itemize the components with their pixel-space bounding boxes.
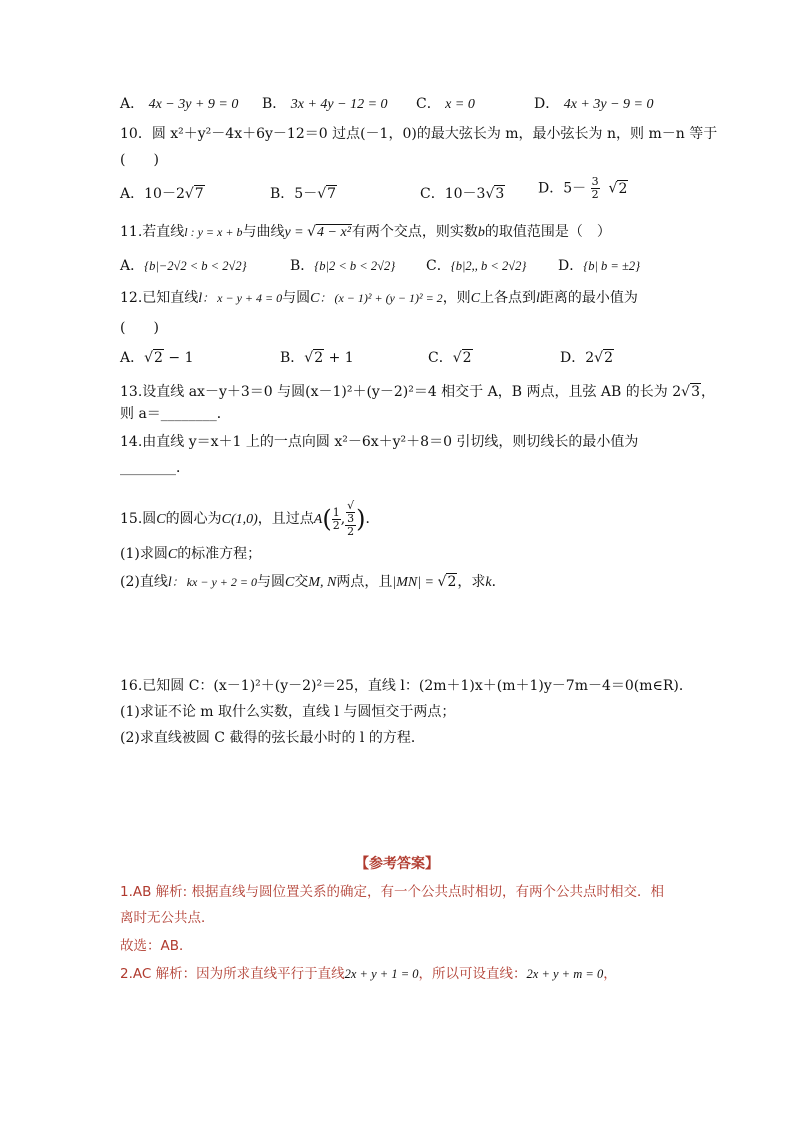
q15-stem: 15.圆C的圆心为C(1,0)，且过点A( $\frac{1}{2}$ , √ 3 2 )．: [120, 499, 380, 538]
q11-option-b: B．{b|2 < b < 2√2}: [290, 258, 396, 274]
answer-2-line1: 2.AC 解析：因为所求直线平行于直线2x + y + 1 = 0，所以可设直线：2x + y + m = 0，: [120, 966, 617, 982]
q13-line2: 则 a＝________．: [120, 406, 231, 422]
q11-option-a: A．{b|−2√2 < b < 2√2}: [120, 258, 247, 274]
q11-option-c: C．{b|2,, b < 2√2}: [426, 258, 527, 274]
q10-stem: 10．圆 x²＋y²－4x＋6y－12＝0 过点(－1，0)的最大弦长为 m，最小弦长为 n，则 m－n 等于: [120, 126, 718, 142]
q9-option-c: C． x = 0: [416, 96, 475, 112]
q11-option-d: D．{b| b = ±2}: [558, 258, 641, 274]
q12-stem: 12.已知直线l： x − y + 4 = 0与圆C： (x − 1)² + (y − 1)² = 2，则C上各点到l距离的最小值为: [120, 290, 638, 306]
q16-line3: (2)求直线被圆 C 截得的弦长最小时的 l 的方程．: [120, 730, 425, 746]
q9-option-b: B． 3x + 4y − 12 = 0: [262, 96, 388, 112]
q10-paren: ( ): [120, 152, 159, 168]
answers-heading: 【参考答案】: [355, 856, 439, 872]
q15-point-x: $\frac{1}{2}$: [332, 505, 340, 532]
q14-line1: 14.由直线 y＝x＋1 上的一点向圆 x²－6x＋y²＋8＝0 引切线，则切线长的最小值为: [120, 434, 639, 450]
q12-paren: ( ): [120, 320, 159, 336]
q15-sub2: (2)直线l： kx − y + 2 = 0与圆C交M, N两点，且|MN| = √2，求k．: [120, 574, 506, 590]
q12-option-b: B．√2 + 1: [280, 350, 354, 366]
q9-option-a: A． 4x − 3y + 9 = 0: [120, 96, 239, 112]
q9-option-d: D． 4x + 3y − 9 = 0: [534, 96, 654, 112]
q10-option-a: A．10－2√7: [120, 186, 204, 202]
answer-1-line1: 1.AB 解析: 根据直线与圆位置关系的确定，有一个公共点时相切，有两个公共点时相交．相: [120, 884, 665, 900]
q14-line2: ________．: [120, 460, 190, 476]
q16-line1: 16.已知圆 C：(x－1)²＋(y－2)²＝25，直线 l：(2m＋1)x＋(m＋1)y－7m－4＝0(m∈R)．: [120, 678, 693, 694]
q15-sub1: (1)求圆C的标准方程；: [120, 546, 262, 562]
q10-option-b: B．5－√7: [270, 186, 337, 202]
q10-option-c: C．10－3√3: [420, 186, 505, 202]
answer-1-line3: 故选：AB．: [120, 938, 193, 954]
q11-stem: 11.若直线l : y = x + b与曲线y = √4 − x²有两个交点，则实数b的取值范围是（ ）: [120, 224, 611, 240]
q15-point-y: √ 3 2: [347, 499, 355, 538]
q10-option-d: D．5－ $\frac{3}{2}$ √2: [538, 175, 628, 201]
q16-line2: (1)求证不论 m 取什么实数，直线 l 与圆恒交于两点；: [120, 704, 456, 720]
q12-option-d: D．2√2: [560, 350, 613, 366]
q12-option-c: C．√2: [428, 350, 472, 366]
q13-line1: 13.设直线 ax－y＋3＝0 与圆(x－1)²＋(y－2)²＝4 相交于 A，B 两点，且弦 AB 的长为 2√3，: [120, 384, 715, 400]
answer-1-line2: 离时无公共点．: [120, 910, 215, 926]
q10-d-fraction: $\frac{3}{2}$: [591, 175, 599, 201]
q12-option-a: A．√2 − 1: [120, 350, 194, 366]
